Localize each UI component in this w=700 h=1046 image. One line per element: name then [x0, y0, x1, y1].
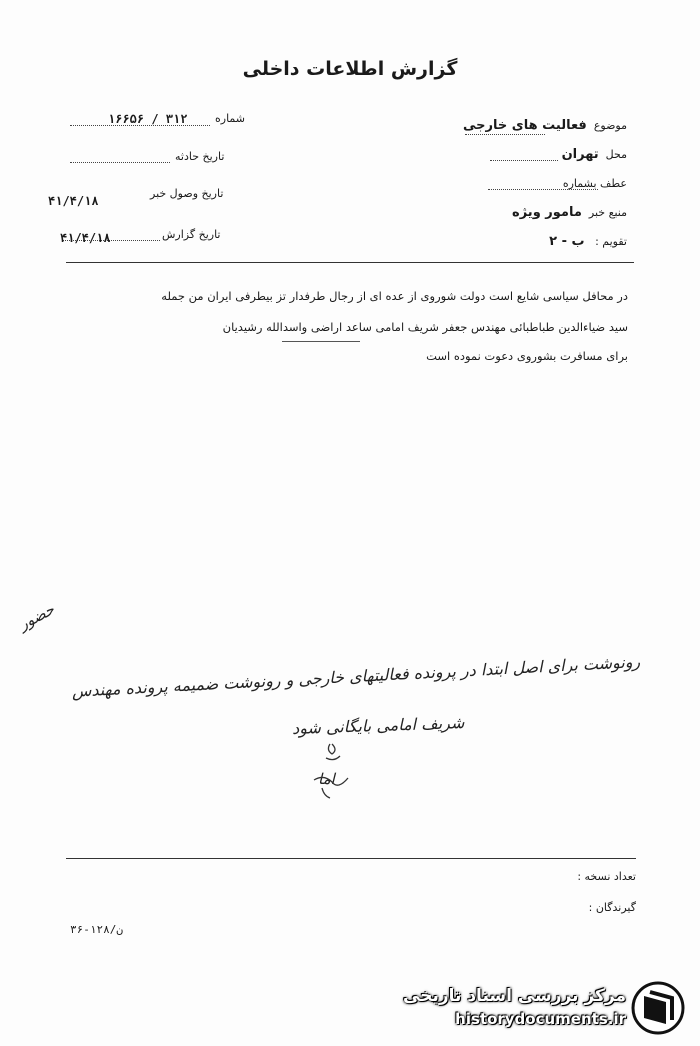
underline-mark	[282, 341, 360, 342]
watermark	[0, 976, 690, 1042]
place-field	[562, 147, 627, 162]
place-dotted-line	[490, 148, 558, 161]
number-value: ۱۶۶۵۶ / ۳۱۲	[108, 112, 188, 126]
incident-date-dotted-line	[70, 150, 170, 163]
body-line-3: برای مسافرت بشوروی دعوت نموده است	[426, 349, 628, 363]
subject-label: موضوع	[593, 119, 627, 132]
receipt-date-label: تاریخ وصول خبر	[150, 187, 224, 200]
copies-label: تعداد نسخه :	[577, 870, 636, 883]
footer-divider	[66, 858, 636, 859]
recipients-label: گیرندگان :	[588, 901, 636, 914]
subject-dotted-line	[465, 122, 545, 135]
source-label: منبع خبر	[588, 206, 627, 219]
handwritten-line-2: شریف امامی بایگانی شود	[291, 712, 465, 739]
rating-value: ب - ۲	[549, 234, 585, 249]
watermark-name: مرکز بررسی اسناد تاریخی	[403, 986, 626, 1006]
source-field	[512, 205, 627, 220]
number-label: شماره	[215, 112, 246, 125]
handwritten-signature	[308, 738, 356, 806]
report-date-value: ۴۱/۴/۱۸	[60, 231, 111, 245]
incident-date-label: تاریخ حادثه	[175, 150, 225, 163]
rating-field	[549, 234, 627, 249]
handwritten-initials: اما	[318, 770, 335, 788]
report-date-label: تاریخ گزارش	[162, 228, 221, 241]
place-value: تهران	[561, 147, 599, 162]
handwritten-margin-note: حضور	[15, 600, 58, 634]
rating-label: تقویم :	[595, 235, 627, 248]
body-line-2: سید ضیاءالدین طباطبائی مهندس جعفر شریف امامی ساعد اراضی واسدالله رشیدیان	[222, 320, 628, 334]
place-label: محل	[605, 148, 627, 161]
reference-dotted-line	[488, 177, 598, 190]
reference-label: عطف بشماره	[562, 177, 627, 190]
archive-logo-icon	[630, 980, 686, 1036]
subject-value: فعالیت های خارجی	[463, 118, 587, 133]
watermark-url: historydocuments.ir	[455, 1010, 626, 1028]
header-divider	[66, 262, 634, 263]
body-line-1: در محافل سیاسی شایع است دولت شوروی از عده ای از رجال طرفدار تز بیطرفی ایران من جمله	[161, 289, 628, 303]
handwritten-line-1: رونوشت برای اصل ابتدا در پرونده فعالیتهای خارجی و رونوشت ضمیمه پرونده مهندس	[71, 652, 641, 701]
form-code: ۳۶-۱۲۸/ن	[70, 923, 123, 936]
source-value: مامور ویژه	[512, 205, 582, 220]
receipt-date-value: ۴۱/۴/۱۸	[48, 194, 99, 208]
page-title: گزارش اطلاعات داخلی	[242, 58, 458, 80]
